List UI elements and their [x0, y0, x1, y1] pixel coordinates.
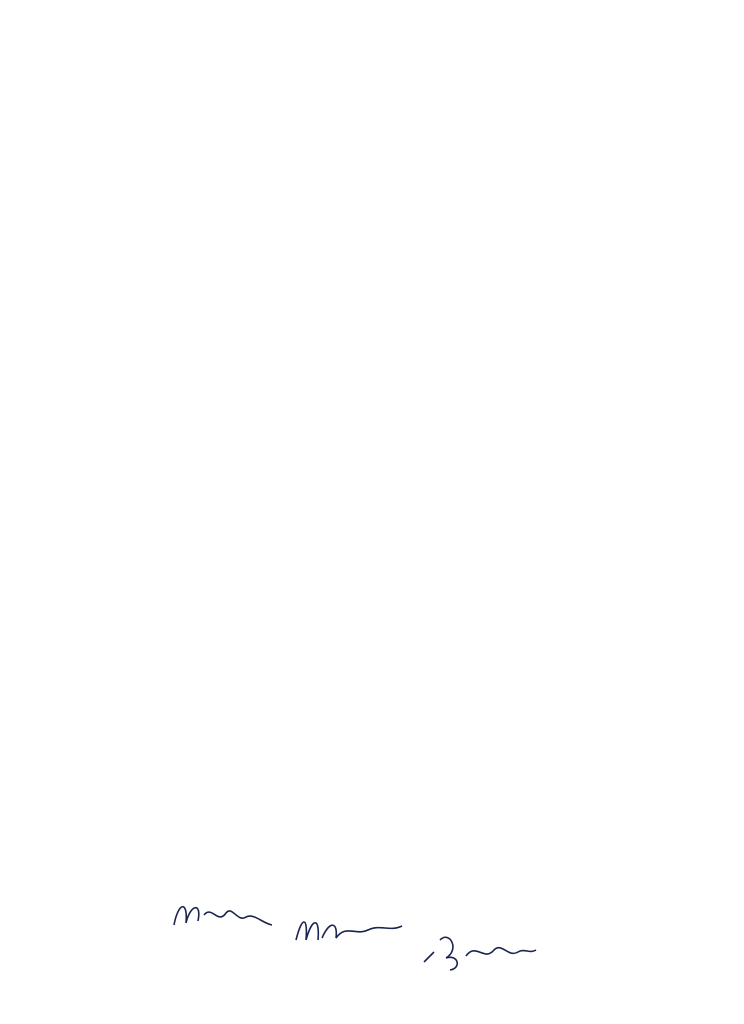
- signature-2: [290, 910, 405, 950]
- signature-1: [168, 895, 278, 940]
- signature-3: [420, 928, 540, 973]
